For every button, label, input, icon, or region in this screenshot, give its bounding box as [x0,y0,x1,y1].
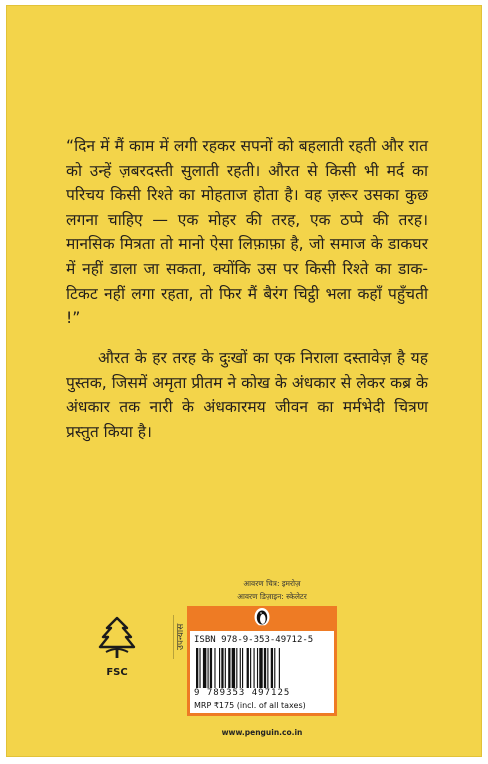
cover-design-credit: आवरण डिज़ाइन: स्केलेटर [237,592,307,601]
penguin-logo-icon [253,607,271,627]
book-description: औरत के हर तरह के दुःखों का एक निराला दस्तावेज़ है यह पुस्तक, जिसमें अमृता प्रीतम ने कोख के अंधकार से लेकर कब्र के अंधकार तक नारी के अंधकारमय जीवन का मर्मभेदी चित्रण प्रस्तुत किया है। [66,349,428,441]
isbn-number: ISBN 978-9-353-49712-5 [194,635,314,645]
price-label: MRP ₹175 (incl. of all taxes) [194,701,306,710]
barcode-digits: 9 789353 497125 [194,688,291,698]
publisher-website: www.penguin.co.in [221,728,303,737]
category-label: उपन्यास [173,615,206,659]
fsc-label: FSC [106,667,128,678]
blurb-quote: “दिन में मैं काम में लगी रहकर सपनों को बहलाती रहती और रात को उन्हें ज़बरदस्ती सुलाती रहती। औरत से किसी भी मर्द का परिचय किसी रिश्ते का मोहताज होता है। वह ज़रूर उसका कुछ लगना चाहिए — एक मोहर की तरह, एक ठप्पे की तरह। मानसिक मित्रता तो मानो ऐसा लिफ़ाफ़ा है, जो समाज के डाकघर में नहीं डाला जा सकता, क्योंकि उस पर किसी रिश्ते का डाक-टिकट नहीं लगा रहता, तो फिर मैं बैरंग चिट्ठी भला कहाँ पहुँचती !” [66,137,428,328]
barcode-icon [194,648,330,688]
cover-art-credit: आवरण चित्र: इमरोज़ [243,579,301,588]
